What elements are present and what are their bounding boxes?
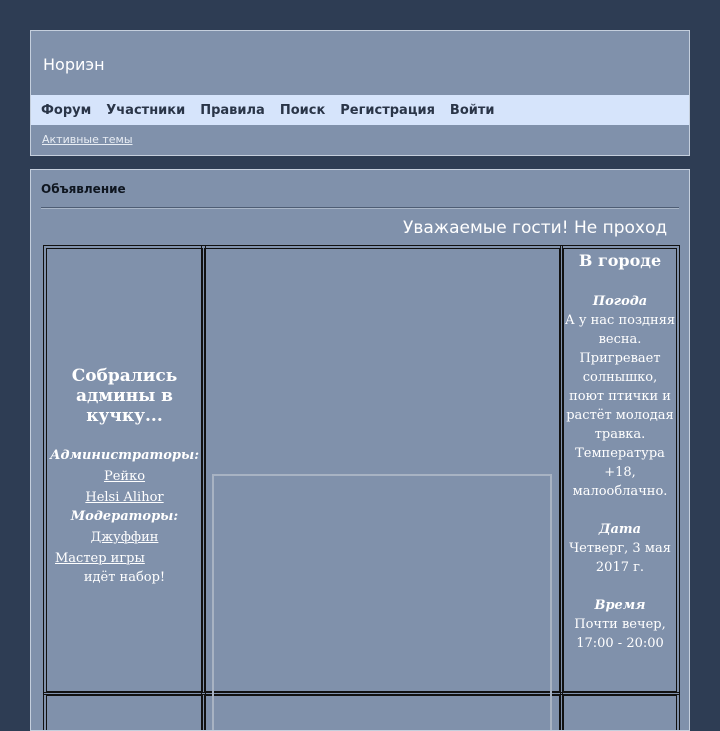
moderators-label: Модераторы:	[70, 509, 179, 524]
header-panel	[30, 30, 690, 156]
city-block	[564, 250, 676, 653]
time-label: Время	[594, 598, 646, 613]
moderator-link[interactable]: Мастер игры	[55, 551, 145, 566]
embedded-frame	[212, 474, 552, 731]
nav-register[interactable]: Регистрация	[340, 102, 435, 118]
moderator-link[interactable]: Джуффин	[90, 530, 159, 545]
main-navigation	[31, 95, 689, 125]
nav-rules[interactable]: Правила	[200, 102, 265, 118]
weather-text: А у нас поздняя весна. Пригревает солнышко, поют птички и растёт молодая травка. Температура +18, малооблачно.	[564, 313, 676, 499]
city-heading: В городе	[578, 251, 662, 270]
lower-left-cell	[43, 692, 206, 731]
date-text: Четверг, 3 мая 2017 г.	[569, 541, 671, 575]
admin-link[interactable]: Helsi Alihor	[85, 490, 164, 505]
nav-forum[interactable]: Форум	[41, 102, 92, 118]
admins-block	[47, 366, 202, 587]
time-text: Почти вечер, 17:00 - 20:00	[574, 617, 666, 651]
admins-label: Администраторы:	[49, 448, 200, 463]
nav-members[interactable]: Участники	[106, 102, 186, 118]
admins-heading: Собрались админы в кучку...	[71, 366, 178, 426]
announcement-title: Объявление	[41, 182, 126, 196]
weather-label: Погода	[592, 294, 648, 309]
nav-search[interactable]: Поиск	[279, 102, 326, 118]
divider	[41, 207, 679, 209]
site-title[interactable]: Нориэн	[43, 55, 105, 74]
marquee	[41, 216, 679, 242]
admin-link[interactable]: Рейко	[103, 469, 146, 484]
recruiting-note: идёт набор!	[83, 570, 166, 585]
active-topics-link[interactable]: Активные темы	[42, 133, 133, 146]
marquee-text: Уважаемые гости! Не проход	[403, 218, 668, 238]
nav-login[interactable]: Войти	[449, 102, 495, 118]
announcement-panel	[30, 169, 690, 731]
lower-right-cell	[560, 692, 680, 731]
date-label: Дата	[598, 522, 642, 537]
